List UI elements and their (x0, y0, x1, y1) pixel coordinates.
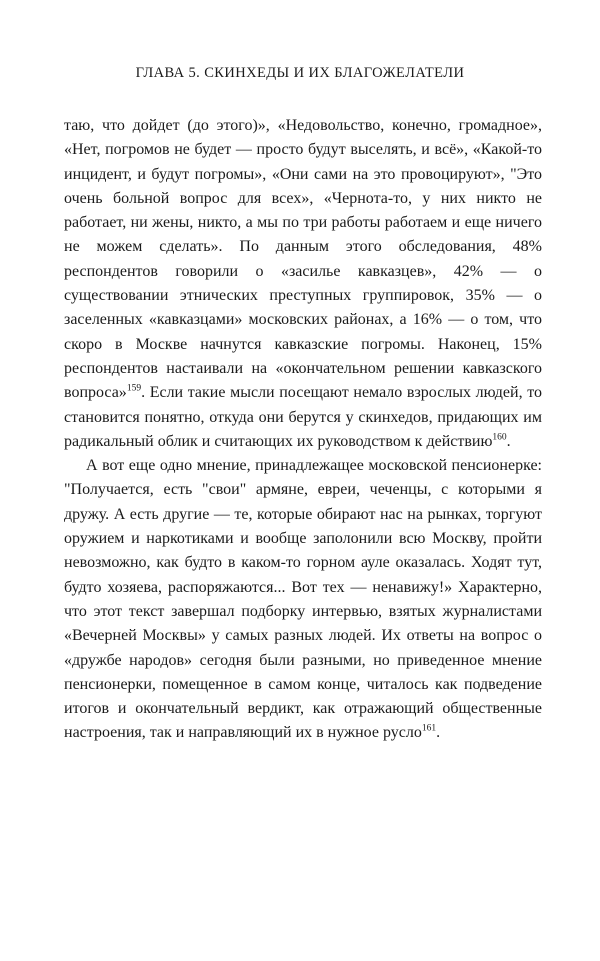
paragraph-continued (64, 114, 542, 454)
footnote-ref-160: 160 (492, 432, 507, 443)
footnote-ref-161: 161 (421, 724, 437, 735)
paragraph-2-text-b: . (436, 724, 441, 742)
paragraph-1-text-b: . Если такие мысли посещают немало взрослых людей, то становится понятно, откуда они берутся у скинхедов, придающих им радикальный облик и считающих их руководством к действию (64, 384, 542, 450)
paragraph-1-text-c: . (506, 432, 511, 450)
paragraph-1-text-a: таю, что дойдет (до этого)», «Недовольство, конечно, громадное», «Нет, погромов не будет — просто будут выселять, и всё», «Какой-то инцидент, и будут погромы», «Они сами на это провоцируют», "Это очень больной вопрос для всех», «Чернота-то, у них никто не работает, ни жены, никто, а мы по три работы работаем и еще ничего не можем сделать». По данным этого обследования, 48% респондентов говорили о «засилье кавказцев», 42% — о существовании этнических преступных группировок, 35% — о заселенных «кавказцами» московских районах, а 16% — о том, что скоро в Москве начнутся кавказские погромы. Наконец, 15% респондентов настаивали на «окончательном решении кавказского вопроса» (64, 117, 542, 402)
body-text (64, 114, 542, 746)
paragraph (64, 454, 542, 746)
paragraph-2-text-a: А вот еще одно мнение, принадлежащее московской пенсионерке: "Получается, есть "свои" армяне, евреи, чеченцы, с которыми я дружу. А есть другие — те, которые обирают нас на рынках, торгуют оружием и наркотиками и вообще заполонили всю Москву, пройти невозможно, как будто в каком-то горном ауле оказалась. Ходят тут, будто хозяева, распоряжаются... Вот тех — ненавижу!» Характерно, что этот текст завершал подборку интервью, взятых журналистами «Вечерней Москвы» у самых разных людей. Их ответы на вопрос о «дружбе народов» сегодня были разными, но приведенное мнение пенсионерки, помещенное в самом конце, читалось как подведение итогов и окончательный вердикт, как отражающий общественные настроения, так и направляющий их в нужное русло (64, 457, 542, 742)
running-head: ГЛАВА 5. СКИНХЕДЫ И ИХ БЛАГОЖЕЛАТЕЛИ (135, 65, 465, 81)
footnote-ref-159: 159 (126, 383, 142, 394)
